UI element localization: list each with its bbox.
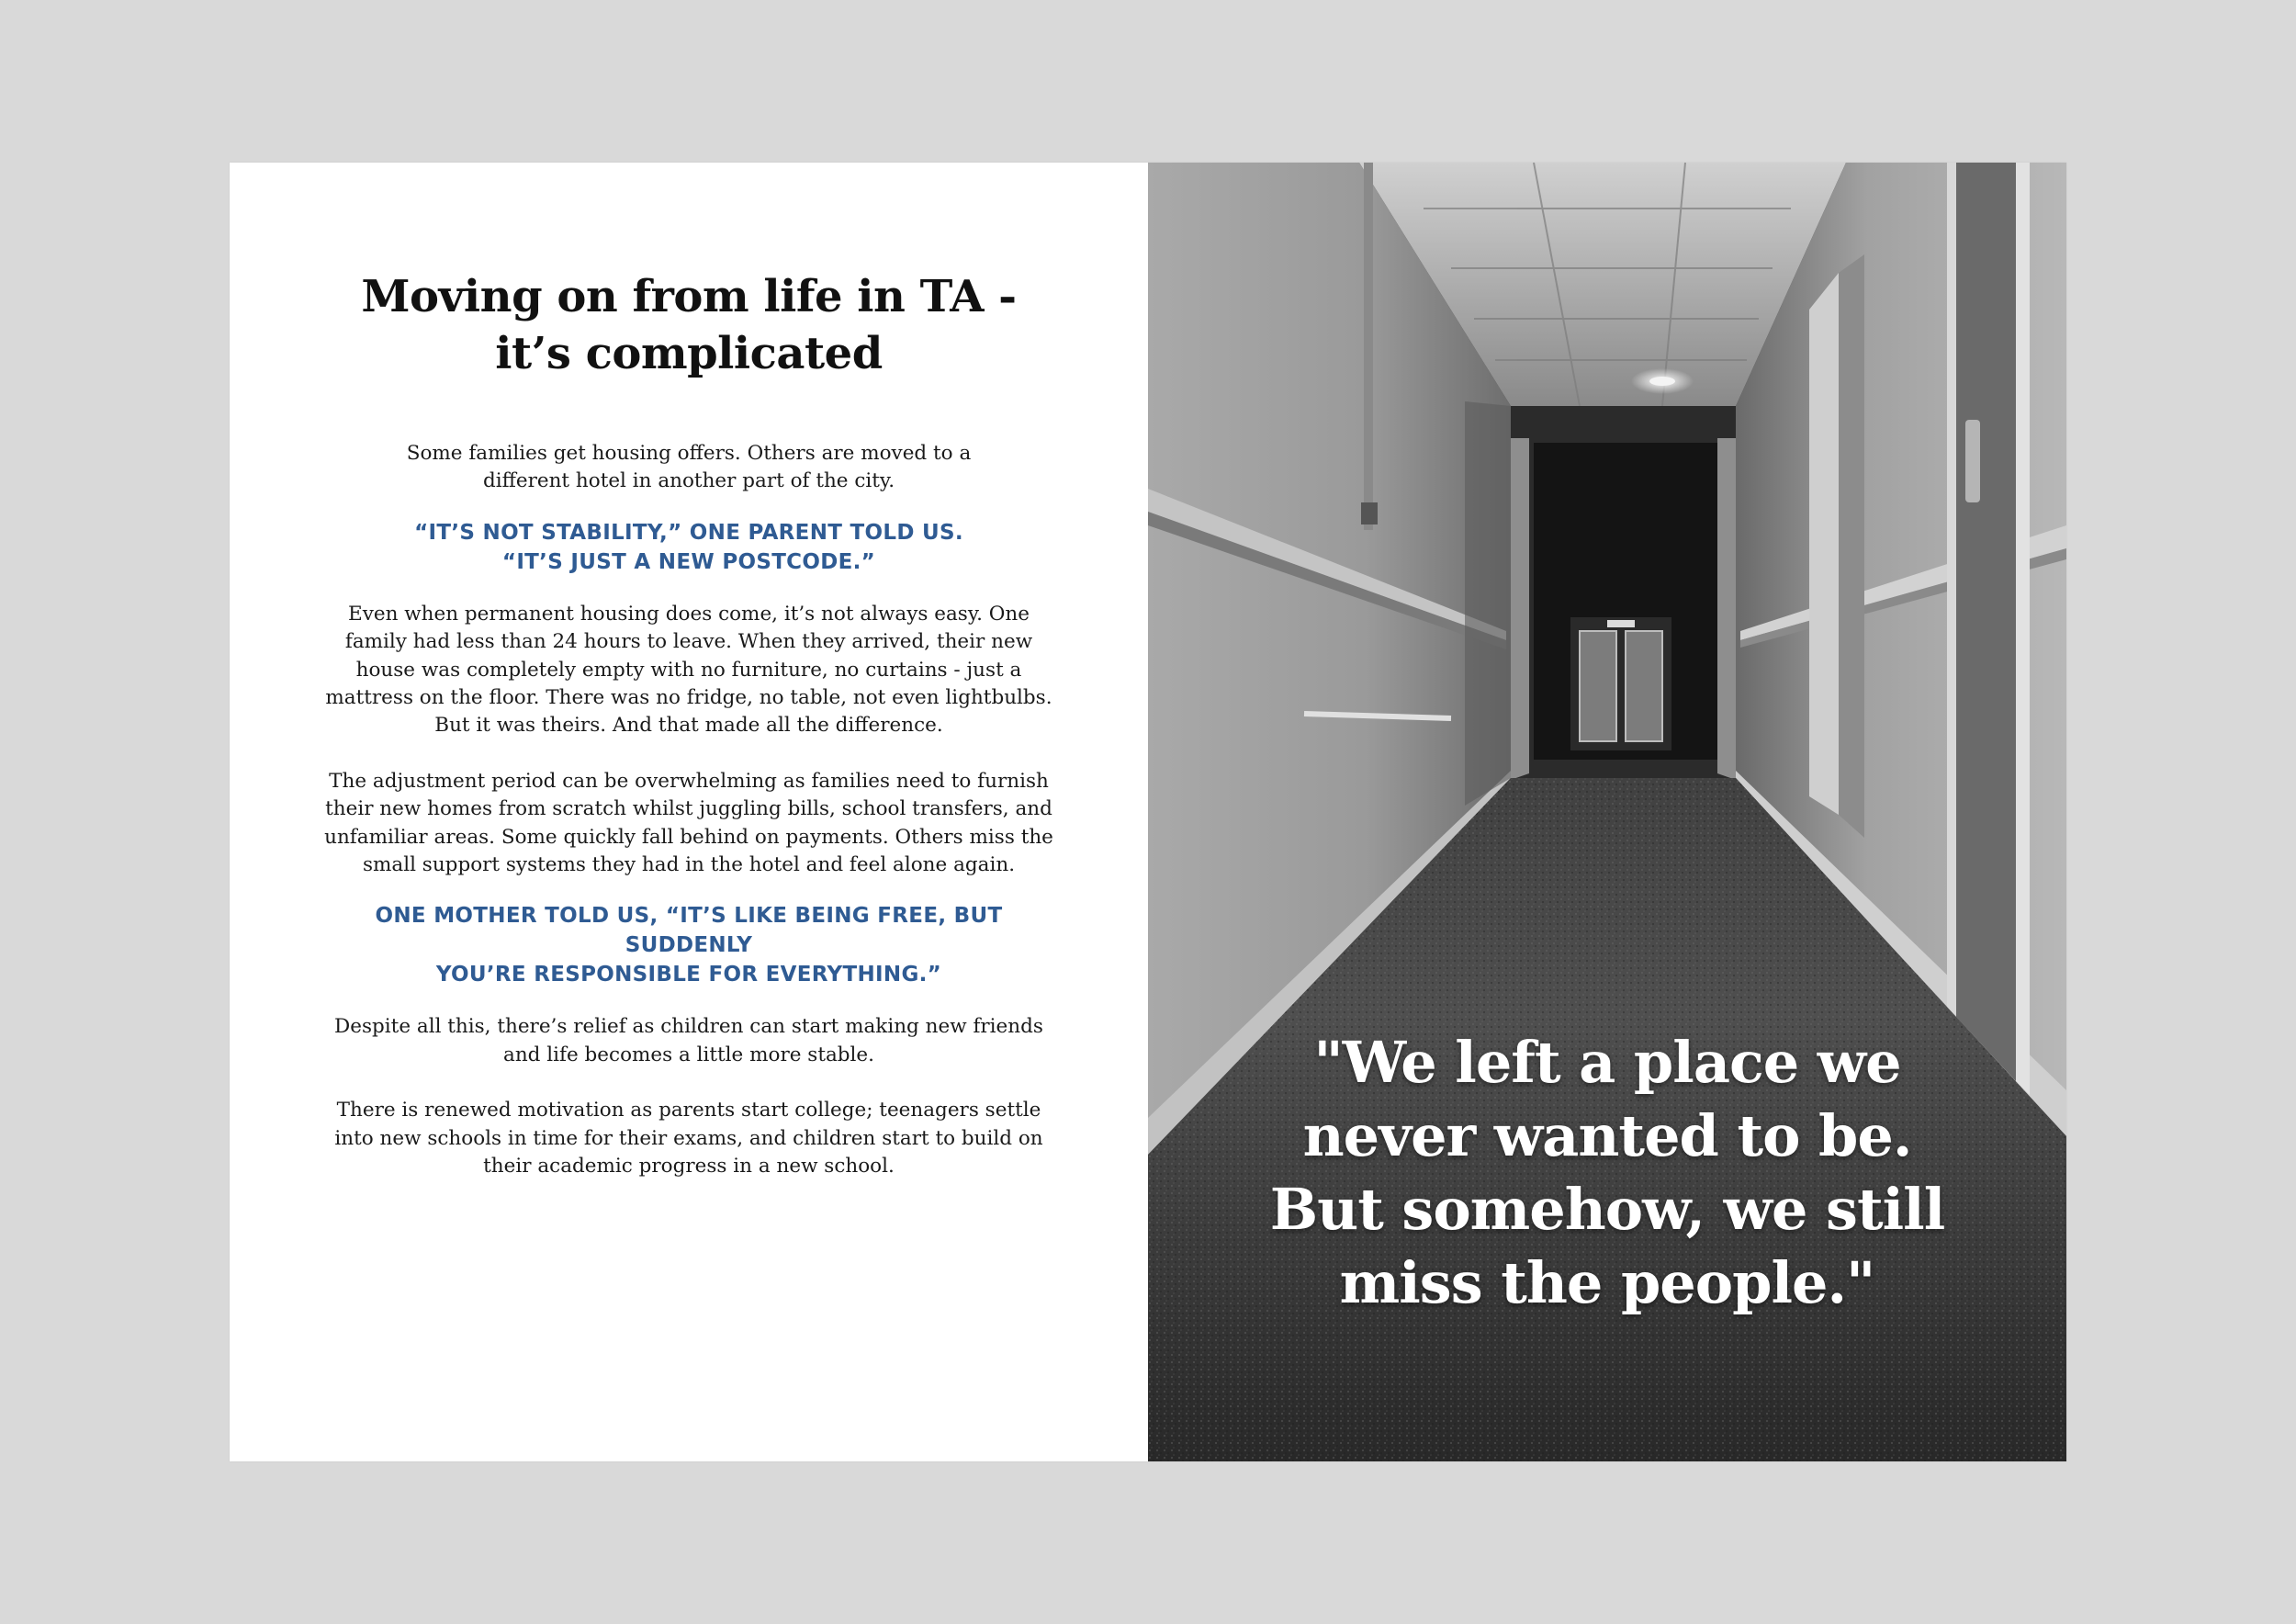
title-line: Moving on from life in TA - bbox=[361, 271, 1017, 322]
page-title bbox=[230, 268, 1148, 382]
title-line: it’s complicated bbox=[495, 328, 883, 379]
quote-line: "We left a place we bbox=[1313, 1029, 1901, 1096]
pull-quote-line: ONE MOTHER TOLD US, “IT’S LIKE BEING FREE, BUT SUDDENLY bbox=[375, 904, 1003, 958]
pull-quote bbox=[321, 901, 1056, 989]
pull-quote-line: “IT’S JUST A NEW POSTCODE.” bbox=[501, 549, 876, 574]
quote-line: miss the people." bbox=[1339, 1249, 1875, 1316]
paragraph: Despite all this, there’s relief as children can start making new friends and life becomes a little more stable. bbox=[334, 1015, 1043, 1066]
pull-quote bbox=[321, 518, 1056, 577]
magazine-spread bbox=[230, 163, 2066, 1461]
paragraph: Some families get housing offers. Others are moved to a different hotel in another part of the city. bbox=[406, 442, 972, 493]
article-body bbox=[321, 440, 1056, 1209]
highlight-quote bbox=[1148, 1026, 2066, 1320]
paragraph: Even when permanent housing does come, it’s not always easy. One family had less than 24 hours to leave. When they arrived, their new house was completely empty with no furniture, no curtains - just a mattress on the floor. There was no fridge, no table, not even lightbulbs. But it was theirs. And that made all the difference. bbox=[325, 602, 1052, 738]
left-page bbox=[230, 163, 1148, 1461]
quote-line: But somehow, we still bbox=[1269, 1176, 1945, 1243]
quote-line: never wanted to be. bbox=[1302, 1102, 1912, 1169]
pull-quote-line: “IT’S NOT STABILITY,” ONE PARENT TOLD US. bbox=[414, 520, 963, 545]
paragraph: There is renewed motivation as parents start college; teenagers settle into new schools in time for their exams, and children start to build on their academic progress in a new school. bbox=[334, 1099, 1043, 1179]
paragraph: The adjustment period can be overwhelming as families need to furnish their new homes from scratch whilst juggling bills, school transfers, and unfamiliar areas. Some quickly fall behind on payments. Others miss the small support systems they had in the hotel and feel alone again. bbox=[324, 769, 1053, 877]
pull-quote-line: YOU’RE RESPONSIBLE FOR EVERYTHING.” bbox=[435, 963, 942, 987]
right-page bbox=[1148, 163, 2066, 1461]
